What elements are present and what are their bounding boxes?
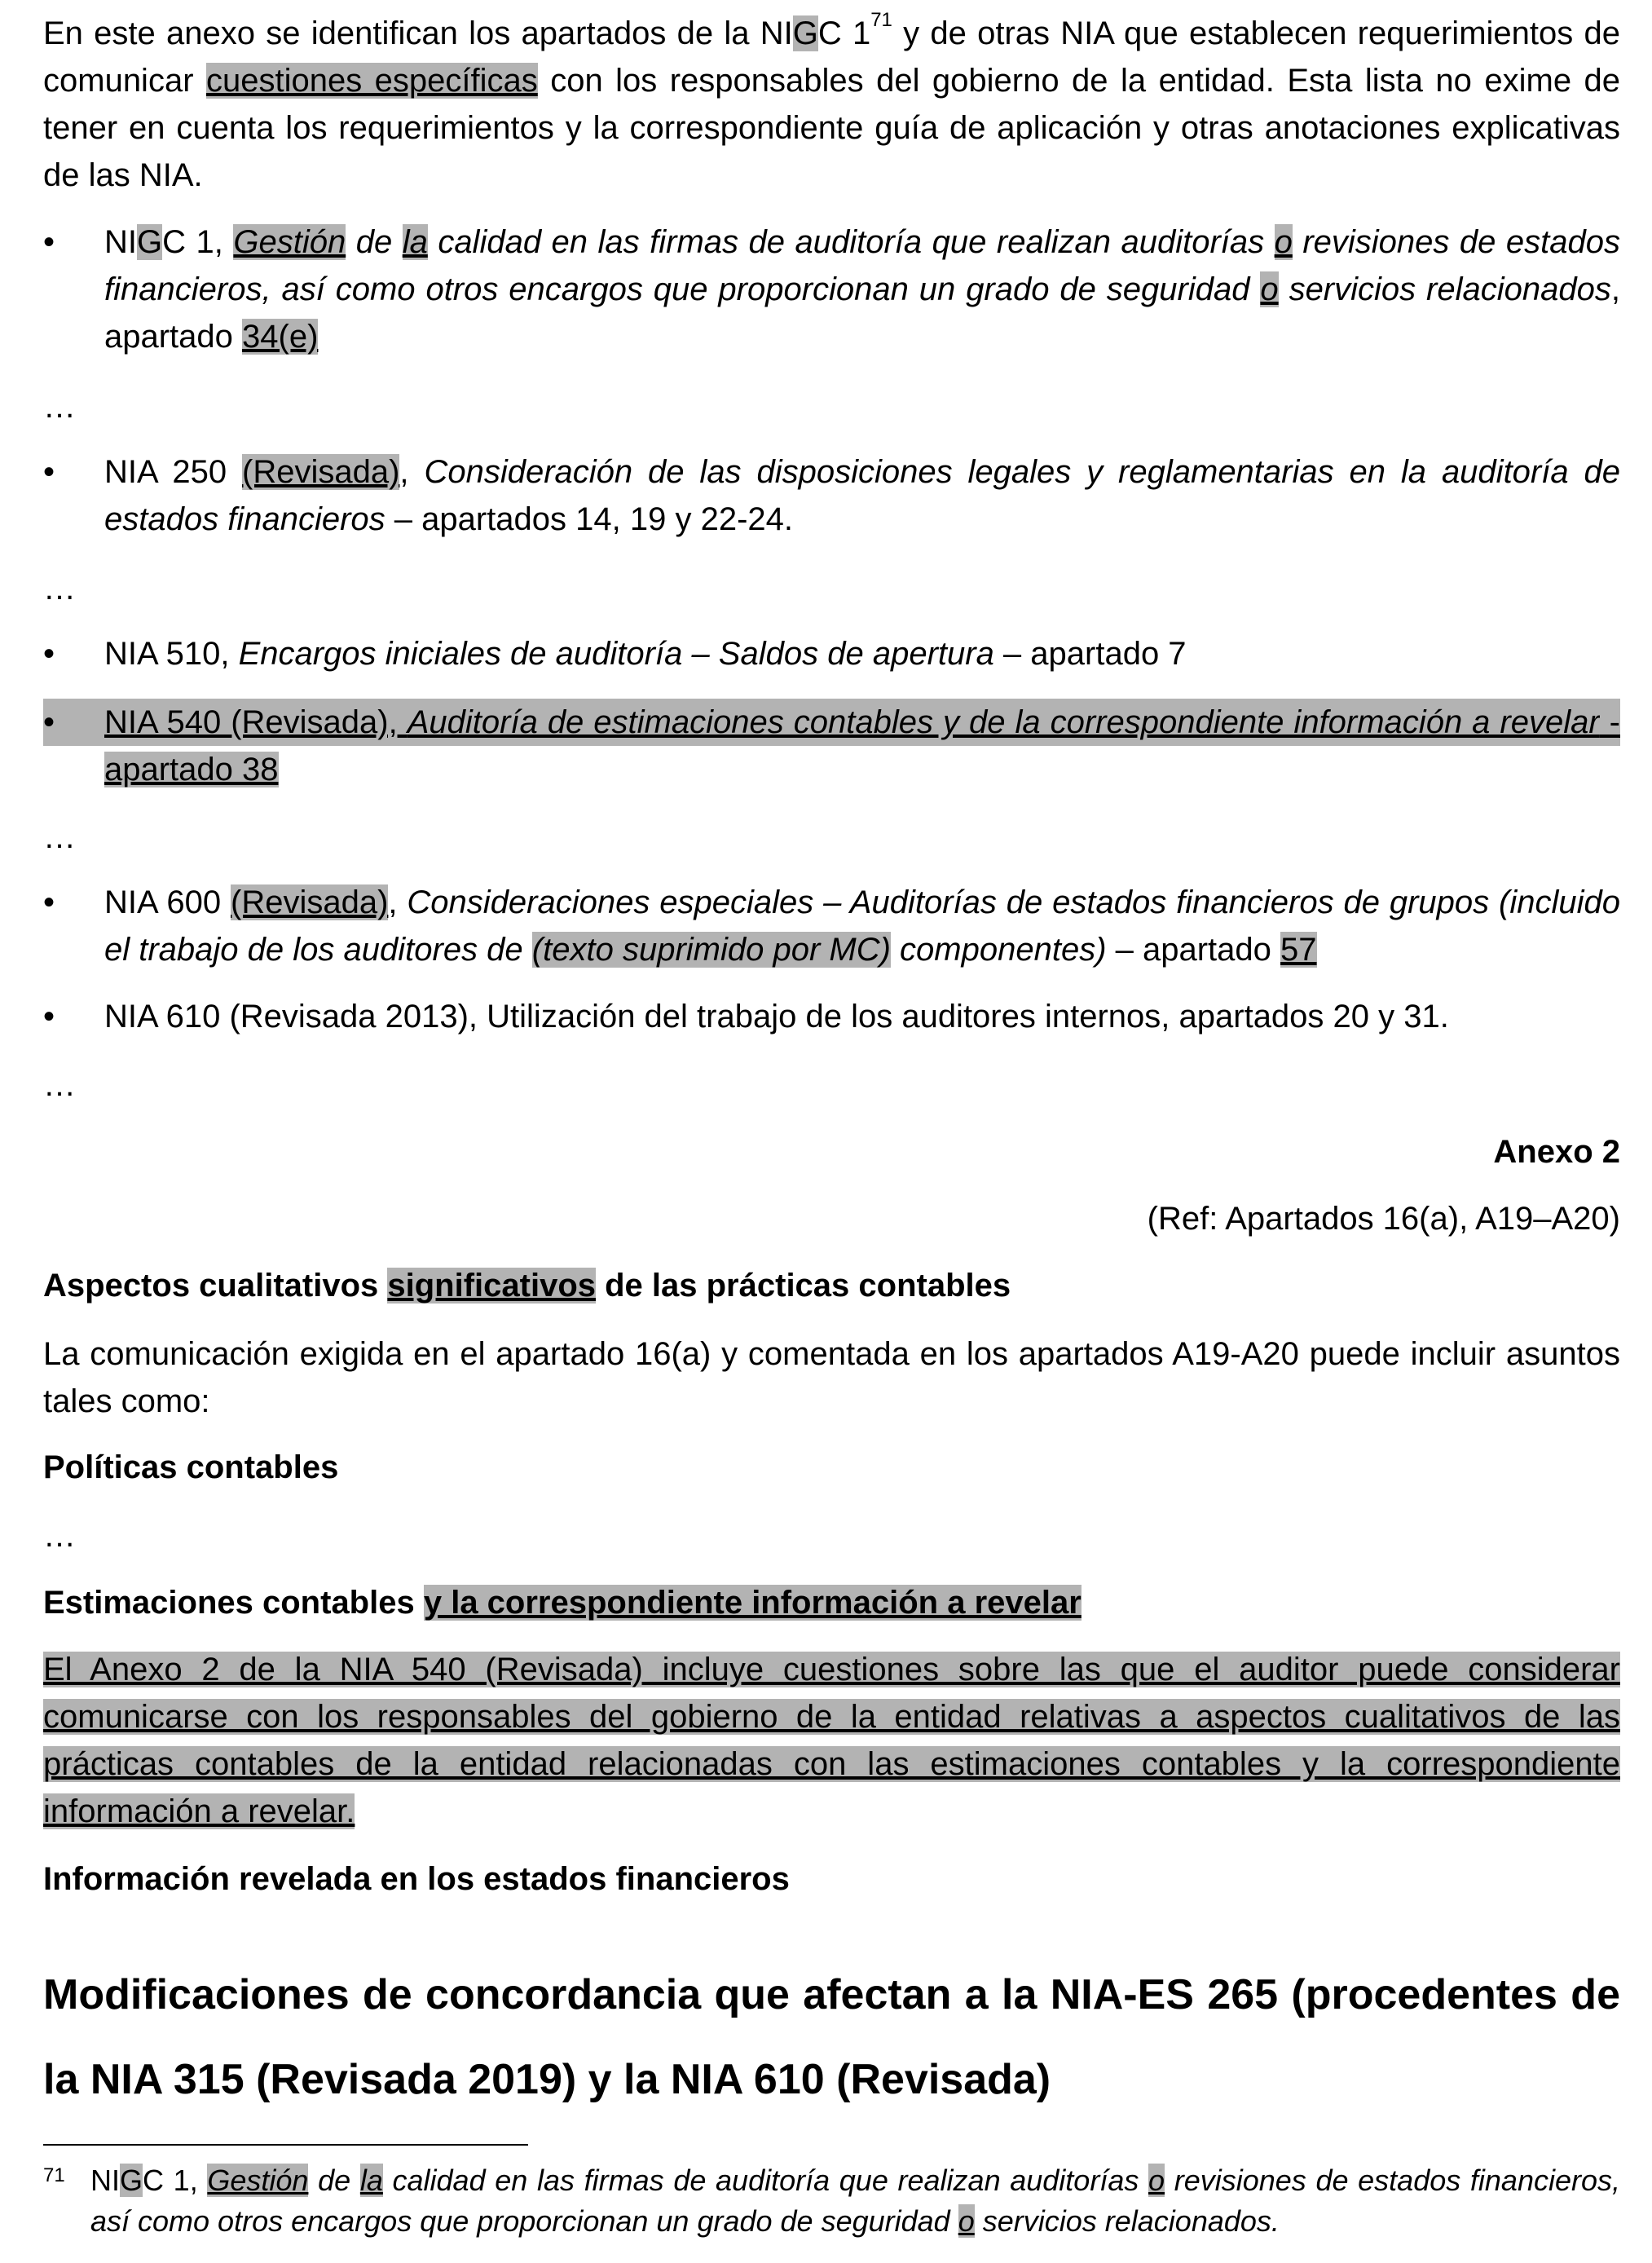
ellipsis: … xyxy=(43,1067,76,1103)
intro-paragraph: En este anexo se identifican los apartados de la NIGC $1^{71}$ y de otras NIA que establecen requerimientos de comunicar cuestiones específicas con los responsables del gobierno de la entidad. Esta lista no exime de tener en cuenta los requerimientos y la correspondiente guía de aplicación y otras anotaciones explicativas de las NIA. xyxy=(43,9,1620,193)
ellipsis: … xyxy=(43,1518,76,1554)
section-heading-disclosures: Información revelada en los estados financieros xyxy=(43,1861,790,1897)
annex-reference: (Ref: Apartados 16(a), A19–A20) xyxy=(1147,1201,1620,1237)
list-item-nia610: • NIA 610 (Revisada 2013), Utilización del trabajo de los auditores internos, apartados 20 y 31. xyxy=(43,993,1620,1040)
page-heading: Modificaciones de concordancia que afectan a la NIA-ES 265 (procedentes de la NIA 315 (Revisada 2019) y la NIA 610 (Revisada) xyxy=(43,1971,1620,2103)
footnote: 71 NIGC 1, Gestión de la calidad en las firmas de auditoría que realizan auditorías o revisiones de estados financieros, así como otros encargos que proporcionan un grado de seguridad o servicios relacionados. xyxy=(43,2160,1620,2242)
bullet: • xyxy=(43,454,55,490)
annex-title: Anexo 2 xyxy=(1493,1134,1620,1170)
list-item-nigc1: • NIGC 1, Gestión de la calidad en las firmas de auditoría que realizan auditorías o revisiones de estados financieros, así como otros encargos que proporcionan un grado de seguridad o servicios relacionados, apartado 34(e) xyxy=(43,218,1620,360)
list-item-nia510: • NIA 510, Encargos iniciales de auditoría – Saldos de apertura – apartado 7 xyxy=(43,630,1620,677)
highlighted-paragraph: El Anexo 2 de la NIA 540 (Revisada) incluye cuestiones sobre las que el auditor puede considerar comunicarse con los responsables del gobierno de la entidad relativas a aspectos cualitativos de las prácticas contables de la entidad relacionadas con las estimaciones contables y la correspondiente información a revelar. xyxy=(43,1652,1620,1829)
bullet: • xyxy=(43,704,55,740)
bullet: • xyxy=(43,999,55,1034)
bullet: • xyxy=(43,224,55,260)
list-item-nia540: • NIA 540 (Revisada), Auditoría de estimaciones contables y de la correspondiente información a revelar - apartado 38 xyxy=(43,699,1620,793)
ellipsis: … xyxy=(43,571,76,607)
ellipsis: … xyxy=(43,389,76,425)
annex-paragraph: La comunicación exigida en el apartado 16(a) y comentada en los apartados A19-A20 puede incluir asuntos tales como: xyxy=(43,1336,1620,1419)
ellipsis: … xyxy=(43,819,76,855)
section-heading-policies: Políticas contables xyxy=(43,1449,339,1485)
bullet: • xyxy=(43,884,55,920)
bullet: • xyxy=(43,636,55,672)
list-item-nia250: • NIA 250 (Revisada), Consideración de las disposiciones legales y reglamentarias en la auditoría de estados financieros – apartados 14, 19 y 22-24. xyxy=(43,448,1620,543)
footnote-separator xyxy=(43,2144,528,2146)
list-item-nia600: • NIA 600 (Revisada), Consideraciones especiales – Auditorías de estados financieros de grupos (incluido el trabajo de los auditores de (texto suprimido por MC) componentes) – apartado 57 xyxy=(43,879,1620,973)
footnote-number: 71 xyxy=(43,2164,65,2186)
section-heading-estimates: Estimaciones contables y la correspondiente información a revelar xyxy=(43,1585,1082,1621)
footnote-ref[interactable]: 71 xyxy=(870,9,892,31)
section-heading-aspects: Aspectos cualitativos significativos de las prácticas contables xyxy=(43,1268,1011,1304)
